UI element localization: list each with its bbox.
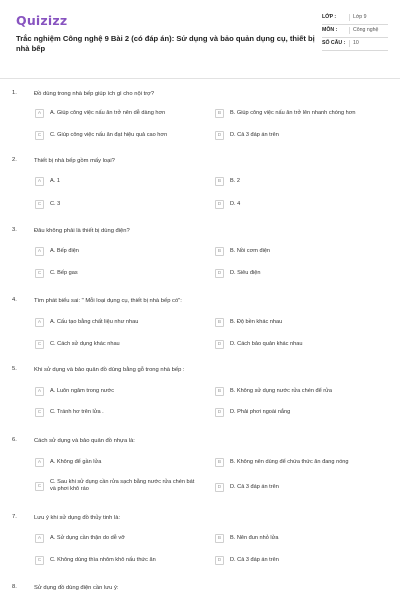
option-letter: C <box>35 408 44 417</box>
question-number: 7. <box>12 514 17 520</box>
option-text: A. 1 <box>50 178 60 184</box>
option-c[interactable] <box>35 200 195 209</box>
worksheet-meta <box>322 12 388 51</box>
option-letter: A <box>35 247 44 256</box>
option-letter: B <box>215 318 224 327</box>
option-d[interactable] <box>215 556 387 565</box>
question-text: Tìm phát biểu sai: " Mỗi loại dụng cụ, thiết bị nhà bếp có": <box>34 298 182 304</box>
option-letter: D <box>215 200 224 209</box>
option-a[interactable] <box>35 109 195 118</box>
option-text: C. Không dùng thìa nhôm khô nấu thức ăn <box>50 557 156 563</box>
question-text: Thiết bị nhà bếp gồm mấy loại? <box>34 158 115 164</box>
question-number: 5. <box>12 366 17 372</box>
option-letter: B <box>215 534 224 543</box>
question-number: 3. <box>12 227 17 233</box>
option-a[interactable] <box>35 387 195 396</box>
option-d[interactable] <box>215 408 387 417</box>
option-text: C. Tránh hơ trên lửa . <box>50 409 104 415</box>
option-d[interactable] <box>215 483 387 492</box>
question-number: 1. <box>12 90 17 96</box>
option-a[interactable] <box>35 177 195 186</box>
option-c[interactable] <box>35 479 195 493</box>
option-text: D. Siêu điện <box>230 270 261 276</box>
option-letter: B <box>215 177 224 186</box>
option-text: D. Cả 3 đáp án trên <box>230 484 279 490</box>
option-text: D. Cả 3 đáp án trên <box>230 557 279 563</box>
question-text: Sử dụng đồ dùng điện cần lưu ý: <box>34 585 119 591</box>
option-text: A. Bếp điện <box>50 248 79 254</box>
option-letter: C <box>35 482 44 491</box>
option-text: D. 4 <box>230 201 241 207</box>
option-text: D. Cả 3 đáp án trên <box>230 132 279 138</box>
option-letter: C <box>35 340 44 349</box>
option-letter: D <box>215 131 224 140</box>
option-letter: D <box>215 269 224 278</box>
option-text: D. Cách bảo quản khác nhau <box>230 341 303 347</box>
question-text: Lưu ý khi sử dụng đồ thủy tinh là: <box>34 515 121 521</box>
option-c[interactable] <box>35 131 195 140</box>
meta-label: SỐ CÂU : <box>322 40 346 46</box>
option-d[interactable] <box>215 269 387 278</box>
option-letter: D <box>215 483 224 492</box>
option-text: C. 3 <box>50 201 61 207</box>
question-text: Đồ dùng trong nhà bếp giúp ích gì cho nội trợ? <box>34 91 155 97</box>
option-letter: A <box>35 534 44 543</box>
option-b[interactable] <box>215 387 387 396</box>
question-number: 2. <box>12 157 17 163</box>
quizizz-logo[interactable]: Quizizz <box>16 13 68 28</box>
option-letter: C <box>35 269 44 278</box>
question-number: 6. <box>12 437 17 443</box>
option-c[interactable] <box>35 340 195 349</box>
option-c[interactable] <box>35 408 195 417</box>
option-b[interactable] <box>215 177 387 186</box>
option-text: B. Giúp công việc nấu ăn trở lên nhanh chóng hơn <box>230 110 356 116</box>
option-letter: D <box>215 340 224 349</box>
option-a[interactable] <box>35 534 195 543</box>
option-text: A. Luôn ngâm trong nước <box>50 388 115 394</box>
meta-value: Công nghệ <box>349 27 388 34</box>
option-letter: B <box>215 109 224 118</box>
option-c[interactable] <box>35 269 195 278</box>
option-a[interactable] <box>35 458 195 467</box>
option-text: D. Phải phơi ngoài nắng <box>230 409 291 415</box>
option-text: C. Sau khi sử dụng cần rửa sạch bằng nước rửa chén bát và phơi khô ráo <box>50 479 195 492</box>
question-text: Đâu không phải là thiết bị dùng điện? <box>34 228 130 234</box>
option-letter: A <box>35 458 44 467</box>
option-text: B. Không nên dùng để chứa thức ăn đang nóng <box>230 459 349 465</box>
option-text: B. Nên đun nhỏ lửa <box>230 535 279 541</box>
option-text: A. Không để gần lửa <box>50 459 102 465</box>
meta-row-subject <box>322 25 388 38</box>
option-letter: A <box>35 318 44 327</box>
question-text: Khi sử dụng và bảo quản đồ dùng bằng gỗ trong nhà bếp : <box>34 367 185 373</box>
option-d[interactable] <box>215 200 387 209</box>
option-b[interactable] <box>215 109 387 118</box>
option-letter: B <box>215 247 224 256</box>
option-letter: D <box>215 556 224 565</box>
option-letter: A <box>35 387 44 396</box>
option-text: C. Bếp gas <box>50 270 78 276</box>
meta-label: LỚP : <box>322 14 337 20</box>
option-letter: D <box>215 408 224 417</box>
option-b[interactable] <box>215 534 387 543</box>
header-divider <box>0 78 400 79</box>
option-a[interactable] <box>35 247 195 256</box>
meta-value: 10 <box>349 40 388 47</box>
option-text: C. Cách sử dụng khác nhau <box>50 341 120 347</box>
option-text: A. Sử dụng cần thận do dễ vỡ <box>50 535 125 541</box>
option-text: A. Cấu tạo bằng chất liệu như nhau <box>50 319 139 325</box>
option-letter: B <box>215 387 224 396</box>
option-letter: C <box>35 556 44 565</box>
option-b[interactable] <box>215 318 387 327</box>
option-text: A. Giúp công việc nấu ăn trở nên dễ dàng hơn <box>50 110 166 116</box>
meta-row-count <box>322 38 388 51</box>
option-text: B. 2 <box>230 178 240 184</box>
question-number: 4. <box>12 297 17 303</box>
option-a[interactable] <box>35 318 195 327</box>
option-text: B. Độ bền khác nhau <box>230 319 283 325</box>
meta-row-class <box>322 12 388 25</box>
option-text: B. Không sử dụng nước rửa chén để rửa <box>230 388 332 394</box>
option-d[interactable] <box>215 131 387 140</box>
option-letter: B <box>215 458 224 467</box>
question-text: Cách sử dụng và bảo quản đồ nhựa là: <box>34 438 135 444</box>
option-b[interactable] <box>215 247 387 256</box>
question-number: 8. <box>12 584 17 590</box>
meta-label: MÔN : <box>322 27 338 33</box>
meta-value: Lớp 9 <box>349 14 388 21</box>
worksheet-title: Trắc nghiệm Công nghệ 9 Bài 2 (có đáp án): Sử dụng và bảo quản dụng cụ, thiết bị nhà bếp <box>16 34 315 53</box>
option-text: B. Nồi cơm điện <box>230 248 271 254</box>
option-d[interactable] <box>215 340 387 349</box>
option-c[interactable] <box>35 556 195 565</box>
option-letter: C <box>35 200 44 209</box>
option-letter: A <box>35 109 44 118</box>
option-b[interactable] <box>215 458 387 467</box>
option-letter: C <box>35 131 44 140</box>
option-text: C. Giúp công việc nấu ăn đạt hiệu quả cao hơn <box>50 132 168 138</box>
option-letter: A <box>35 177 44 186</box>
